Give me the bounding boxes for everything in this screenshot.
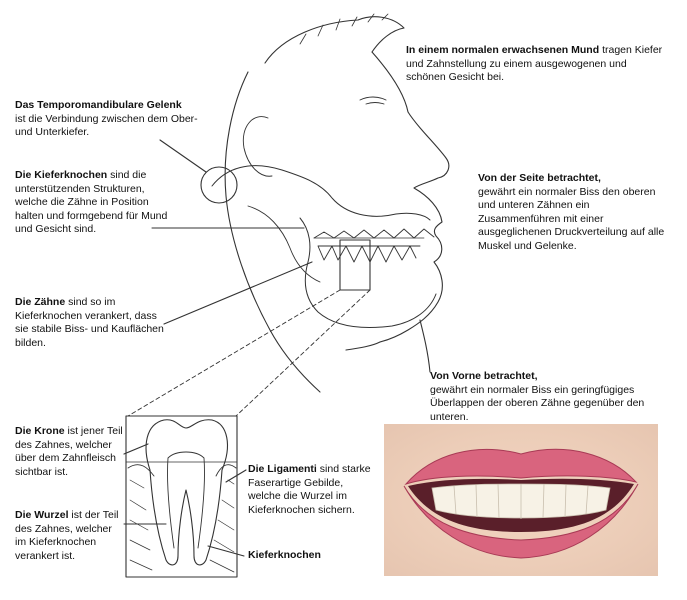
smile-photo [384,424,658,576]
label-side-view-text: gewährt ein normaler Biss den oberen und unteren Zähnen ein Zusammenführen mit einer ausgeglichenen Druckverteilung auf alle Muskel und Gelenke. [478,185,665,252]
label-tmj [15,99,205,140]
lower-teeth [318,246,420,262]
ear [243,117,272,177]
leader-ligaments [226,470,246,482]
tmj-circle [201,167,237,203]
label-jawbone [15,169,175,237]
label-bone-title: Kieferknochen [248,549,321,561]
neck-back [225,72,320,392]
label-crown-text: ist jener Teil des Zahnes, welcher über dem Zahnfleisch sichtbar ist. [15,425,123,478]
label-teeth-title: Die Zähne [15,296,66,308]
leader-teeth [164,262,312,324]
label-ligaments [248,463,378,517]
pulp-canal [167,452,204,548]
label-front-view [430,370,658,424]
label-tmj-text: ist die Verbindung zwischen dem Ober- und Unterkiefer. [15,112,198,139]
neck-front [346,320,430,372]
upper-teeth [314,229,434,238]
label-front-view-text: gewährt ein normaler Biss ein geringfügiges Überlappen der oberen Zähne gegenüber den unteren. [430,383,645,423]
jaw-ramus [248,206,320,282]
label-front-view-title: Von Vorne betrachtet, [430,370,538,382]
label-teeth-text: sind so im Kieferknochen verankert, dass sie stabile Biss- und Kauflächen bilden. [15,296,164,349]
eye [360,97,386,104]
label-side-view [478,172,668,254]
tooth-crown-outline [146,420,227,470]
head-outline [265,17,404,63]
smile-illustration [384,424,658,576]
label-root [15,509,123,563]
label-jawbone-text: sind die unterstützenden Strukturen, welche die Zähne in Position halten und formgebend für Mund und Gesicht sind. [15,169,168,236]
upper-lip [406,449,636,484]
cross-section-box [126,416,237,577]
label-crown-title: Die Krone [15,425,65,437]
label-side-view-title: Von der Seite betrachtet, [478,172,601,184]
label-normal-mouth-title: In einem normalen erwachsenen Mund [406,44,600,56]
label-tmj-title: Das Temporomandibulare Gelenk [15,99,182,111]
label-jawbone-title: Die Kieferknochen [15,169,108,181]
tooth-root-outline [150,470,222,565]
label-ligaments-text: sind starke Faserartige Gebilde, welche die Wurzel im Kieferknochen sichern. [248,463,371,516]
label-root-title: Die Wurzel [15,509,69,521]
label-crown [15,425,125,479]
skull-jaw [212,166,436,328]
label-root-text: ist der Teil des Zahnes, welcher im Kieferknochen verankert ist. [15,509,119,562]
label-teeth [15,296,165,350]
tooth-highlight-box [340,240,370,290]
label-normal-mouth [406,44,668,85]
leader-tmj [160,140,206,172]
face-profile [372,52,449,342]
bone-hatching [130,480,234,572]
label-ligaments-title: Die Ligamenti [248,463,317,475]
gum-line [128,465,236,476]
label-normal-mouth-text: tragen Kiefer und Zahnstellung zu einem ausgewogenen und schönen Gesicht bei. [406,44,663,84]
label-bone [248,549,348,563]
leader-crown [124,444,148,454]
